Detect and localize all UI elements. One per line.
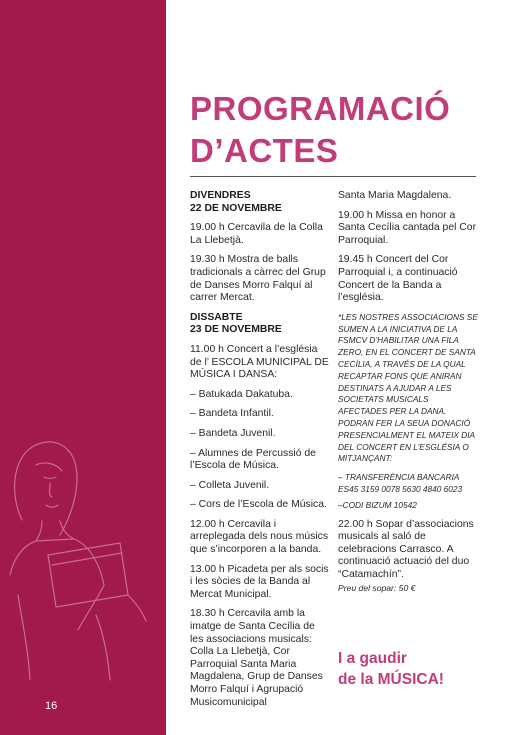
- event-item: 19.45 h Concert del Cor Parroquial i, a continuació Concert de la Banda a l’església.: [338, 254, 458, 304]
- event-item: 11.00 h Concert a l’església de l’ ESCOLA MUNICIPAL DE MÚSICA I DANSA:: [190, 343, 329, 381]
- day-date: 22 DE NOVEMBRE: [190, 202, 282, 214]
- list-item: – Cors de l’Escola de Música.: [190, 499, 327, 511]
- title-line-2: D’ACTES: [190, 132, 339, 169]
- event-item: 19.30 h Mostra de balls tradicionals a càrrec del Grup de Danses Morro Falquí al carrer Mercat.: [190, 254, 326, 304]
- page-title: [190, 88, 490, 172]
- event-item: 13.00 h Picadeta per als socis i les sòcies de la Banda al Mercat Municipal.: [190, 563, 329, 600]
- donation-note: *LES NOSTRES ASSOCIACIONS SE SUMEN A LA INICIATIVA DE LA FSMCV D’HABILITAR UNA FILA ZERO, EN EL CONCERT DE SANTA CECÍLIA, A TRAVÉS DE LA QUAL RECAPTAR FONS QUE ANIRAN DESTINATS A AJUDAR A LES SOCIETATS MUSICALS AFECTADES PER LA DANA. PODRAN FER LA SEUA DONACIÓ PRESENCIALMENT EL MATEIX DIA DEL CONCERT EN L’ESGLÉSIA O MITJANÇANT:: [338, 311, 478, 464]
- closing-line-1: I a gaudir: [338, 650, 407, 667]
- event-item: 19.00 h Missa en honor a Santa Cecília cantada pel Cor Parroquial.: [338, 209, 477, 246]
- closing-slogan: [338, 648, 488, 690]
- bank-transfer-info: [338, 472, 478, 496]
- day-name: DISSABTE: [190, 311, 243, 323]
- bank-iban: ES45 3159 0078 5630 4840 6023: [338, 483, 463, 494]
- event-item: Santa Maria Magdalena.: [338, 190, 452, 201]
- day-heading-friday: [190, 190, 330, 215]
- event-item: 12.00 h Cercavila i arreplegada dels nous músics que s’incorporen a la banda.: [190, 518, 329, 556]
- event-item: 18.30 h Cercavila amb la imatge de Santa Cecília de les associacions musicals: Colla La Llebetjà, Cor Parroquial Santa Maria Magdalena, Grup de Danses Morro Falquí i Agrupació Musicomunicipal: [190, 608, 323, 708]
- list-item: – Colleta Juvenil.: [190, 479, 270, 491]
- program-column-right: [338, 190, 478, 602]
- page-number: 16: [45, 700, 58, 712]
- dinner-price: Preu del sopar: 50 €: [338, 583, 416, 594]
- list-item: – Bandeta Infantil.: [190, 408, 274, 420]
- title-divider: [190, 176, 476, 177]
- list-item: – Batukada Dakatuba.: [190, 388, 293, 400]
- list-item: – Bandeta Juvenil.: [190, 427, 276, 439]
- bizum-code: –CODI BIZUM 10542: [338, 499, 417, 510]
- closing-line-2: de la MÚSICA!: [338, 671, 444, 688]
- program-column-left: [190, 190, 330, 716]
- day-date: 23 DE NOVEMBRE: [190, 324, 282, 336]
- event-item: 19.00 h Cercavila de la Colla La Llebetjà.: [190, 222, 323, 246]
- event-item: 22.00 h Sopar d’associacions musicals al saló de celebracions Carrasco. A continuació actuació del duo “Catamachín”.: [338, 518, 474, 580]
- list-item: – Alumnes de Percussió de l’Escola de Música.: [190, 447, 316, 472]
- day-heading-saturday: [190, 312, 330, 337]
- title-line-1: PROGRAMACIÓ: [190, 90, 451, 127]
- day-name: DIVENDRES: [190, 190, 251, 201]
- woman-holding-sheet-illustration: [0, 425, 166, 685]
- bank-transfer-label: – TRANSFERÈNCIA BANCARIA: [338, 472, 460, 483]
